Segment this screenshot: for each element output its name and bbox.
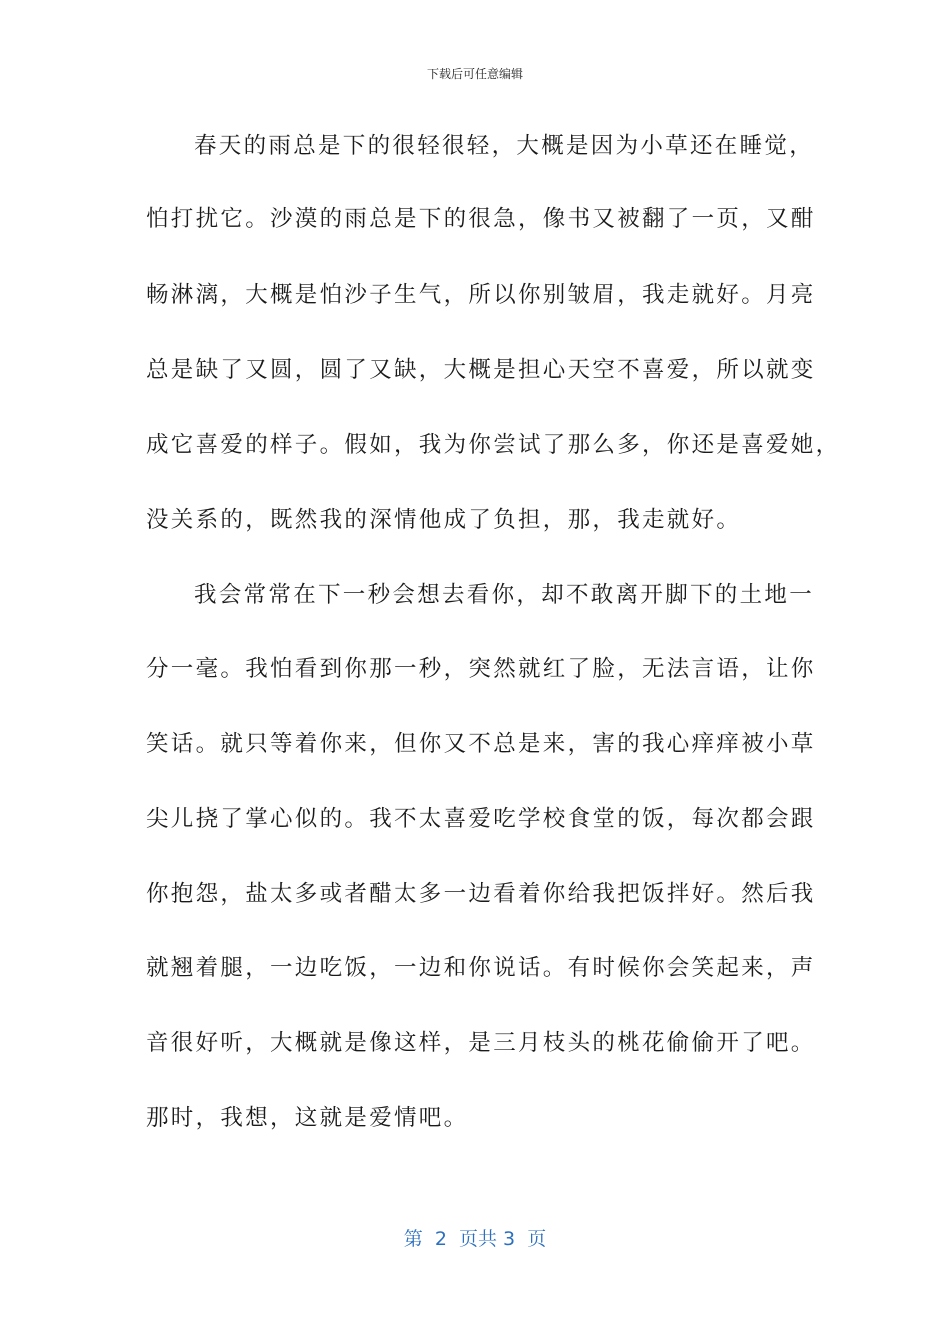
- paragraph-line: 畅淋漓，大概是怕沙子生气，所以你别皱眉，我走就好。月亮: [146, 282, 816, 308]
- page-header: 下载后可任意编辑: [426, 67, 523, 81]
- paragraph-line: 你抱怨，盐太多或者醋太多一边看着你给我把饭拌好。然后我: [146, 881, 816, 907]
- paragraph-line: 那时，我想，这就是爱情吧。: [146, 1105, 469, 1131]
- paragraph-line: 音很好听，大概就是像这样，是三月枝头的桃花偷偷开了吧。: [146, 1030, 816, 1056]
- paragraph-line: 怕打扰它。沙漠的雨总是下的很急，像书又被翻了一页，又酣: [146, 206, 816, 232]
- page-number-footer: 第 2 页共 3 页: [403, 1228, 547, 1250]
- paragraph-line: 春天的雨总是下的很轻很轻，大概是因为小草还在睡觉，: [194, 133, 815, 159]
- paragraph-line: 尖儿挠了掌心似的。我不太喜爱吃学校食堂的饭，每次都会跟: [146, 806, 816, 832]
- paragraph-line: 成它喜爱的样子。假如，我为你尝试了那么多，你还是喜爱她，: [146, 432, 841, 458]
- paragraph-line: 总是缺了又圆，圆了又缺，大概是担心天空不喜爱，所以就变: [146, 357, 816, 383]
- paragraph-line: 分一毫。我怕看到你那一秒，突然就红了脸，无法言语，让你: [146, 656, 816, 682]
- paragraph-line: 没关系的，既然我的深情他成了负担，那，我走就好。: [146, 507, 742, 533]
- paragraph-line: 就翘着腿，一边吃饭，一边和你说话。有时候你会笑起来，声: [146, 955, 816, 981]
- paragraph-line: 笑话。就只等着你来，但你又不总是来，害的我心痒痒被小草: [146, 731, 816, 757]
- paragraph-line: 我会常常在下一秒会想去看你，却不敢离开脚下的土地一: [194, 582, 815, 608]
